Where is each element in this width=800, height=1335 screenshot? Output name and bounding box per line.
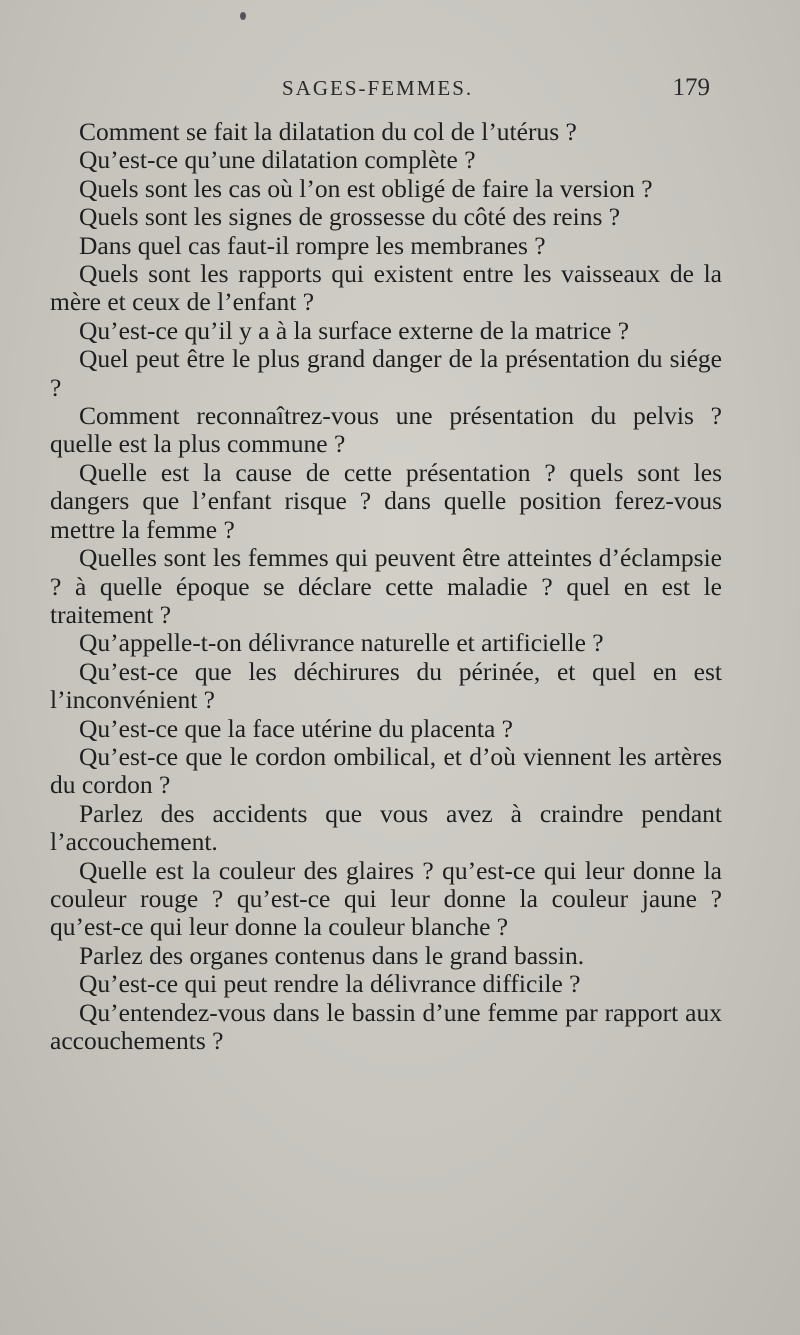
question-paragraph: Qu’appelle-t-on délivrance naturelle et artificielle ?: [79, 628, 604, 658]
question-paragraph: Parlez des organes contenus dans le grand bassin.: [79, 940, 585, 970]
body-text: [50, 118, 722, 1055]
question-paragraph: Quels sont les signes de grossesse du côté des reins ?: [79, 202, 621, 232]
question-paragraph: Dans quel cas faut-il rompre les membranes ?: [79, 230, 546, 260]
question-paragraph: Qu’entendez-vous dans le bassin d’une femme par rapport aux accouchements ?: [50, 997, 722, 1055]
question-paragraph: Qu’est-ce que les déchirures du périnée, et quel en est l’inconvénient ?: [50, 656, 722, 715]
question-paragraph: Quels sont les cas où l’on est obligé de faire la version ?: [79, 173, 653, 203]
question-paragraph: Qu’est-ce que la face utérine du placenta ?: [79, 713, 513, 743]
question-paragraph: Quelle est la couleur des glaires ? qu’est-ce qui leur donne la couleur rouge ? qu’est-ce qui leur donne la couleur jaune ? qu’est-ce qui leur donne la couleur blanche ?: [50, 855, 722, 942]
page-header: [0, 76, 800, 106]
question-paragraph: Quelle est la cause de cette présentation ? quels sont les dangers que l’enfant risque ? dans quelle position ferez-vous mettre la femme ?: [50, 457, 722, 544]
question-paragraph: Qu’est-ce que le cordon ombilical, et d’où viennent les artères du cordon ?: [50, 741, 722, 800]
question-paragraph: Comment reconnaîtrez-vous une présentation du pelvis ? quelle est la plus commune ?: [50, 401, 722, 459]
question-paragraph: Quel peut être le plus grand danger de la présentation du siége ?: [50, 344, 722, 402]
ink-speck: [240, 12, 246, 20]
question-paragraph: Quelles sont les femmes qui peuvent être atteintes d’éclampsie ? à quelle époque se déclare cette maladie ? quel en est le traitement ?: [50, 543, 722, 629]
question-paragraph: Qu’est-ce qu’une dilatation complète ?: [79, 145, 476, 175]
running-head: SAGES-FEMMES.: [282, 76, 474, 100]
question-paragraph: Parlez des accidents que vous avez à craindre pendant l’accouchement.: [50, 798, 722, 857]
question-paragraph: Quels sont les rapports qui existent entre les vaisseaux de la mère et ceux de l’enfant ?: [50, 259, 722, 317]
question-paragraph: Qu’est-ce qui peut rendre la délivrance difficile ?: [79, 969, 581, 999]
question-paragraph: Qu’est-ce qu’il y a à la surface externe de la matrice ?: [79, 315, 630, 345]
question-paragraph: Comment se fait la dilatation du col de l’utérus ?: [79, 117, 577, 146]
page-number: 179: [672, 74, 710, 101]
